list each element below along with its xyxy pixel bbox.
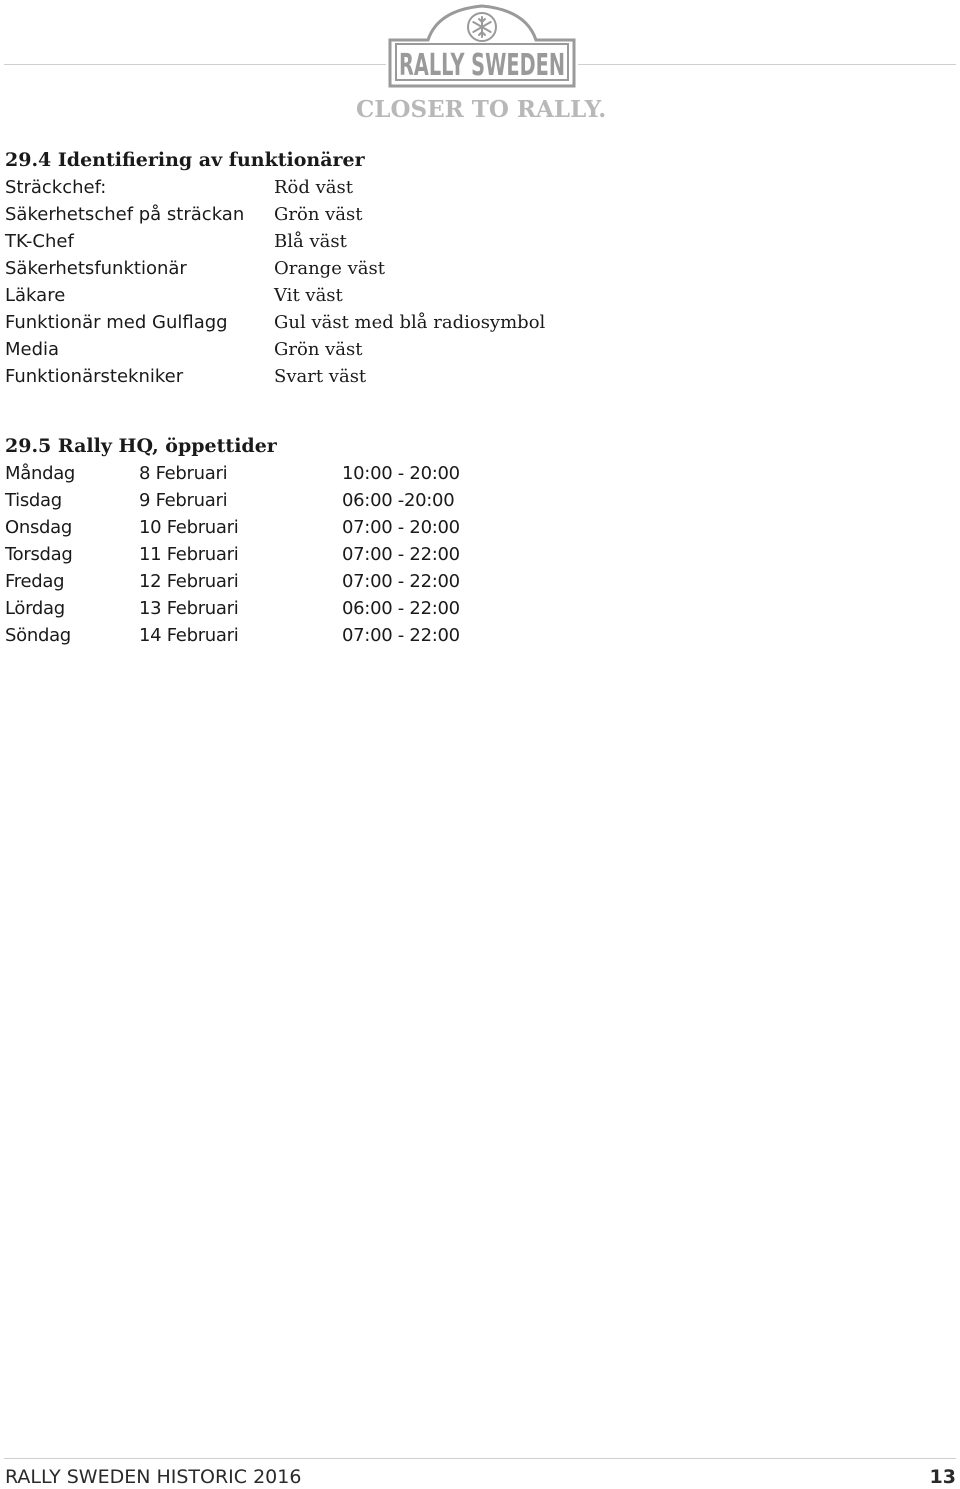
identification-list xyxy=(5,174,605,390)
section-title: 29.5 Rally HQ, öppettider xyxy=(5,435,277,457)
role-label: Läkare xyxy=(5,285,66,306)
day-cell: Söndag xyxy=(5,625,71,646)
identification-row xyxy=(5,255,605,282)
date-cell: 12 Februari xyxy=(139,571,239,592)
hours-row xyxy=(5,460,525,487)
date-cell: 13 Februari xyxy=(139,598,239,619)
hours-row xyxy=(5,541,525,568)
hours-cell: 06:00 -20:00 xyxy=(342,490,455,511)
day-cell: Onsdag xyxy=(5,517,73,538)
rally-sweden-logo xyxy=(386,2,578,92)
vest-label: Blå väst xyxy=(274,231,347,252)
vest-label: Gul väst med blå radiosymbol xyxy=(274,312,546,333)
hours-cell: 10:00 - 20:00 xyxy=(342,463,460,484)
hours-cell: 07:00 - 22:00 xyxy=(342,571,460,592)
role-label: Media xyxy=(5,339,60,360)
vest-label: Svart väst xyxy=(274,366,367,387)
date-cell: 11 Februari xyxy=(139,544,239,565)
identification-row xyxy=(5,309,605,336)
role-label: Sträckchef: xyxy=(5,177,107,198)
hours-row xyxy=(5,487,525,514)
day-cell: Fredag xyxy=(5,571,65,592)
vest-label: Orange väst xyxy=(274,258,385,279)
day-cell: Måndag xyxy=(5,463,76,484)
role-label: TK-Chef xyxy=(5,231,74,252)
hours-table xyxy=(5,460,525,649)
hours-cell: 07:00 - 22:00 xyxy=(342,625,460,646)
rally-sweden-logo-graphic xyxy=(386,2,578,92)
svg-text:RALLY SWEDEN: RALLY SWEDEN xyxy=(399,48,565,83)
page-number: 13 xyxy=(929,1466,956,1488)
vest-label: Vit väst xyxy=(274,285,343,306)
section-hq-hours xyxy=(5,433,525,649)
date-cell: 8 Februari xyxy=(139,463,228,484)
hours-cell: 06:00 - 22:00 xyxy=(342,598,460,619)
vest-label: Grön väst xyxy=(274,204,363,225)
role-label: Funktionär med Gulflagg xyxy=(5,312,228,333)
hours-row xyxy=(5,568,525,595)
role-label: Funktionärstekniker xyxy=(5,366,184,387)
identification-row xyxy=(5,201,605,228)
date-cell: 14 Februari xyxy=(139,625,239,646)
role-label: Säkerhetschef på sträckan xyxy=(5,204,245,225)
identification-row xyxy=(5,336,605,363)
role-label: Säkerhetsfunktionär xyxy=(5,258,187,279)
identification-row xyxy=(5,363,605,390)
section-identification xyxy=(5,147,605,390)
vest-label: Grön väst xyxy=(274,339,363,360)
day-cell: Torsdag xyxy=(5,544,73,565)
footer-rule xyxy=(4,1458,956,1459)
hours-row xyxy=(5,595,525,622)
day-cell: Tisdag xyxy=(5,490,62,511)
day-cell: Lördag xyxy=(5,598,65,619)
hours-cell: 07:00 - 20:00 xyxy=(342,517,460,538)
hours-row xyxy=(5,514,525,541)
tagline: CLOSER TO RALLY. xyxy=(356,96,607,123)
hours-cell: 07:00 - 22:00 xyxy=(342,544,460,565)
date-cell: 9 Februari xyxy=(139,490,228,511)
identification-row xyxy=(5,228,605,255)
footer-title: RALLY SWEDEN HISTORIC 2016 xyxy=(5,1466,302,1488)
date-cell: 10 Februari xyxy=(139,517,239,538)
identification-row xyxy=(5,282,605,309)
section-title: 29.4 Identifiering av funktionärer xyxy=(5,149,365,171)
identification-row xyxy=(5,174,605,201)
hours-row xyxy=(5,622,525,649)
vest-label: Röd väst xyxy=(274,177,354,198)
